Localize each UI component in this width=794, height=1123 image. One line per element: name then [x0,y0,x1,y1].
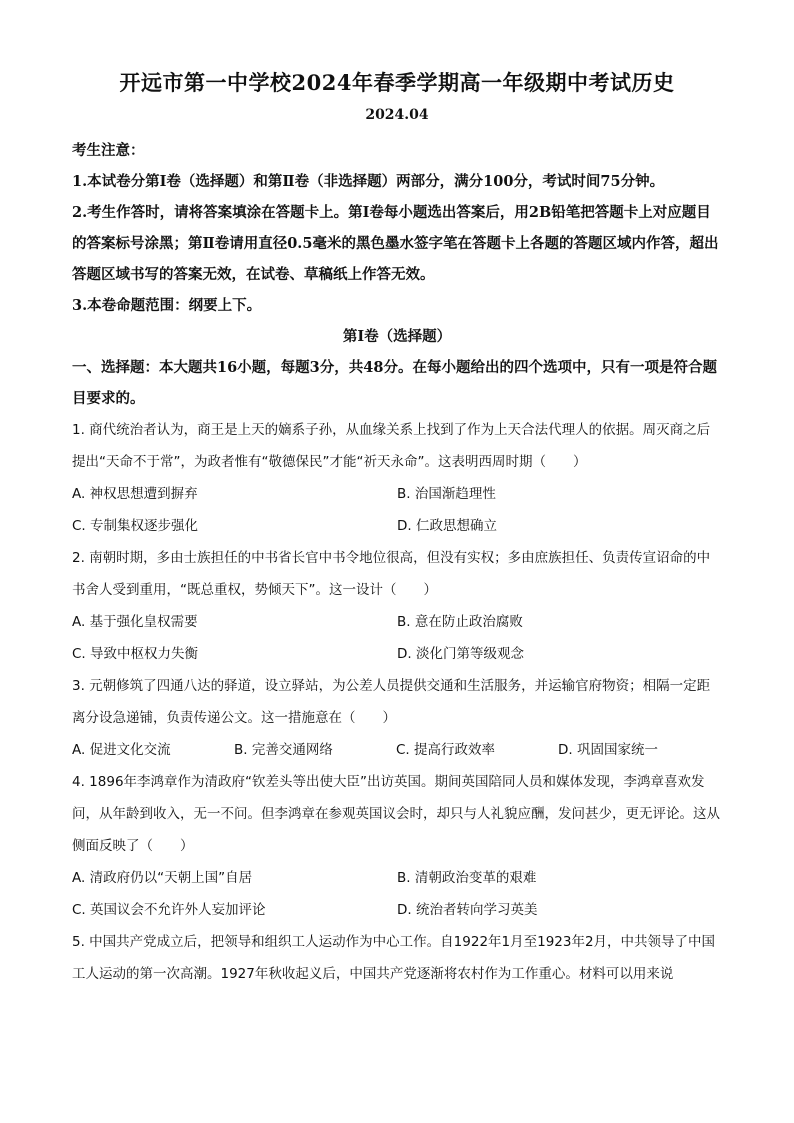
notice-item-1: 1.本试卷分第Ⅰ卷（选择题）和第Ⅱ卷（非选择题）两部分，满分100分，考试时间75分钟。 [72,173,665,190]
section-instructions: 一、选择题：本大题共16小题，每题3分，共48分。在每小题给出的四个选项中，只有一项是符合题目要求的。 [72,359,717,407]
question-2-option-d: D. 淡化门第等级观念 [397,646,524,662]
question-2-option-c: C. 导致中枢权力失衡 [72,646,199,662]
question-2-options [72,606,722,638]
question-3-option-c: C. 提高行政效率 [396,742,496,758]
notice-heading: 考生注意： [72,142,145,159]
question-1-option-c: C. 专制集权逐步强化 [72,518,199,534]
question-1-option-d: D. 仁政思想确立 [397,518,497,534]
question-3-option-b: B. 完善交通网络 [234,742,333,758]
question-2-options-row2 [72,638,722,670]
notice-item-3: 3.本卷命题范围：纲要上下。 [72,297,262,314]
question-2-option-a: A. 基于强化皇权需要 [72,614,198,630]
question-4-option-a: A. 清政府仍以“天朝上国”自居 [72,870,253,886]
question-4-options [72,862,722,894]
notice-item-2: 2.考生作答时，请将答案填涂在答题卡上。第Ⅰ卷每小题选出答案后，用2B铅笔把答题卡上对应题目的答案标号涂黑；第Ⅱ卷请用直径0.5毫米的黑色墨水签字笔在答题卡上各题的答题区域内作答，超出答题区域书写的答案无效，在试卷、草稿纸上作答无效。 [72,204,719,283]
question-4-option-c: C. 英国议会不允许外人妄加评论 [72,902,266,918]
question-1-option-a: A. 神权思想遭到摒弃 [72,486,198,502]
exam-date: 2024.04 [365,107,429,123]
question-2-stem: 2. 南朝时期，多由士族担任的中书省长官中书令地位很高，但没有实权；多由庶族担任、负责传宣诏命的中书舍人受到重用，“既总重权，势倾天下”。这一设计（ ） [72,550,711,598]
question-4-stem: 4. 1896年李鸿章作为清政府“钦差头等出使大臣”出访英国。期间英国陪同人员和媒体发现，李鸿章喜欢发问，从年龄到收入，无一不问。但李鸿章在参观英国议会时，却只与人礼貌应酬，发问甚少，更无评论。这从侧面反映了（ ） [72,774,720,854]
question-3-stem: 3. 元朝修筑了四通八达的驿道，设立驿站，为公差人员提供交通和生活服务，并运输官府物资；相隔一定距离分设急递铺，负责传递公文。这一措施意在（ ） [72,678,711,726]
question-1-options-row2 [72,510,722,542]
question-2-option-b: B. 意在防止政治腐败 [397,614,523,630]
question-4-option-b: B. 清朝政治变革的艰难 [397,870,537,886]
question-3-options [72,734,722,766]
question-1-option-b: B. 治国渐趋理性 [397,486,496,502]
question-4-option-d: D. 统治者转向学习英美 [397,902,538,918]
question-4-options-row2 [72,894,722,926]
question-1-stem: 1. 商代统治者认为，商王是上天的嫡系子孙，从血缘关系上找到了作为上天合法代理人的依据。周灭商之后提出“天命不于常”，为政者惟有“敬德保民”才能“祈天永命”。这表明西周时期（ ） [72,422,711,470]
question-1-options [72,478,722,510]
question-3-option-a: A. 促进文化交流 [72,742,171,758]
page-title: 开远市第一中学校2024年春季学期高一年级期中考试历史 [119,70,675,95]
question-5-stem: 5. 中国共产党成立后，把领导和组织工人运动作为中心工作。自1922年1月至1923年2月，中共领导了中国工人运动的第一次高潮。1927年秋收起义后，中国共产党逐渐将农村作为工作重心。材料可以用来说 [72,934,716,982]
question-3-option-d: D. 巩固国家统一 [558,742,658,758]
section-title: 第Ⅰ卷（选择题） [342,328,452,345]
